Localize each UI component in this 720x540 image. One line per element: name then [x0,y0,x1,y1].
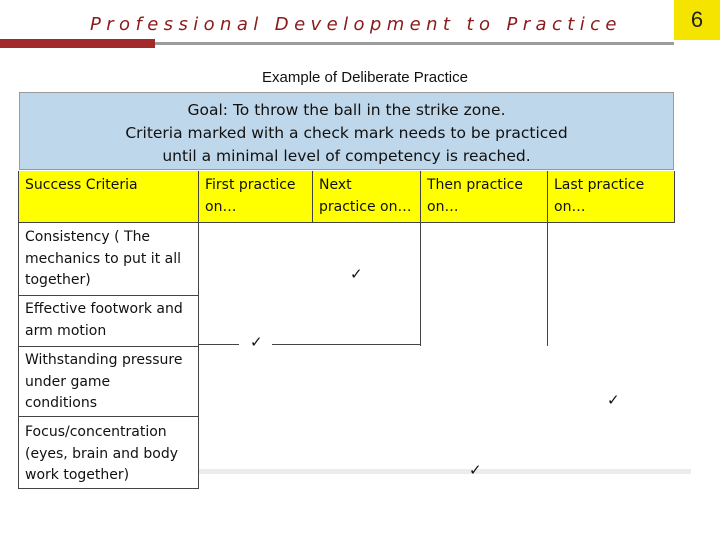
slide-number: 6 [674,0,720,40]
criterion-line: Consistency ( The [25,229,151,245]
header-then-practice-line1: Then practice [427,177,523,193]
criterion-line: (eyes, brain and body [25,445,179,462]
criterion-line: work together) [25,467,130,483]
goal-line-2: Criteria marked with a check mark needs to be practiced [125,124,568,142]
criterion-line: arm motion [25,322,107,339]
goal-line-3: until a minimal level of competency is reached. [162,147,531,165]
grid-line [18,222,675,223]
criterion-pressure [19,346,198,416]
header-first-practice-line2: on… [205,198,237,215]
check-mark-focus: ✓ [469,461,482,479]
criterion-line: Withstanding pressure [25,352,183,368]
check-mark-consistency: ✓ [350,265,363,283]
header-next-practice [313,171,420,222]
grid-line [18,295,199,296]
grid-line [674,171,675,222]
grid-line [312,171,313,222]
bottom-divider [199,469,691,474]
header-divider [155,42,674,45]
criterion-line: conditions [25,395,98,411]
goal-box [19,92,674,170]
grid-line [18,416,199,417]
header-next-practice-line1: Next [319,177,352,193]
header-last-practice-line2: on… [554,198,586,215]
header-then-practice [421,171,547,222]
criterion-consistency [19,223,198,295]
header-success-criteria [19,171,198,222]
criterion-footwork [19,295,198,346]
grid-line [272,344,420,345]
header-then-practice-line2: on… [427,198,459,215]
slide-subtitle: Example of Deliberate Practice [262,69,468,86]
check-mark-footwork: ✓ [250,333,263,351]
header-accent-bar [0,39,155,48]
grid-line [420,171,421,346]
grid-line [18,488,199,489]
criterion-line: mechanics to put it all [25,250,181,267]
header-last-practice-line1: Last practice [554,177,645,193]
criterion-line: together) [25,272,91,288]
criterion-line: Focus/concentration [25,424,167,440]
grid-line [198,171,199,488]
header-success-criteria-label: Success Criteria [25,177,138,193]
grid-line [547,171,548,346]
slide-header-title: Professional Development to Practice [90,14,622,35]
header-first-practice [199,171,312,222]
grid-line [199,344,239,345]
header-first-practice-line1: First practice [205,177,296,193]
header-next-practice-line2: practice on… [319,198,412,215]
criterion-line: under game [25,373,111,390]
grid-line [18,346,199,347]
goal-line-1: Goal: To throw the ball in the strike zone. [187,101,506,119]
grid-line [18,171,19,488]
criterion-focus [19,418,198,488]
check-mark-pressure: ✓ [607,391,620,409]
header-last-practice [548,171,674,222]
criterion-line: Effective footwork and [25,301,183,317]
